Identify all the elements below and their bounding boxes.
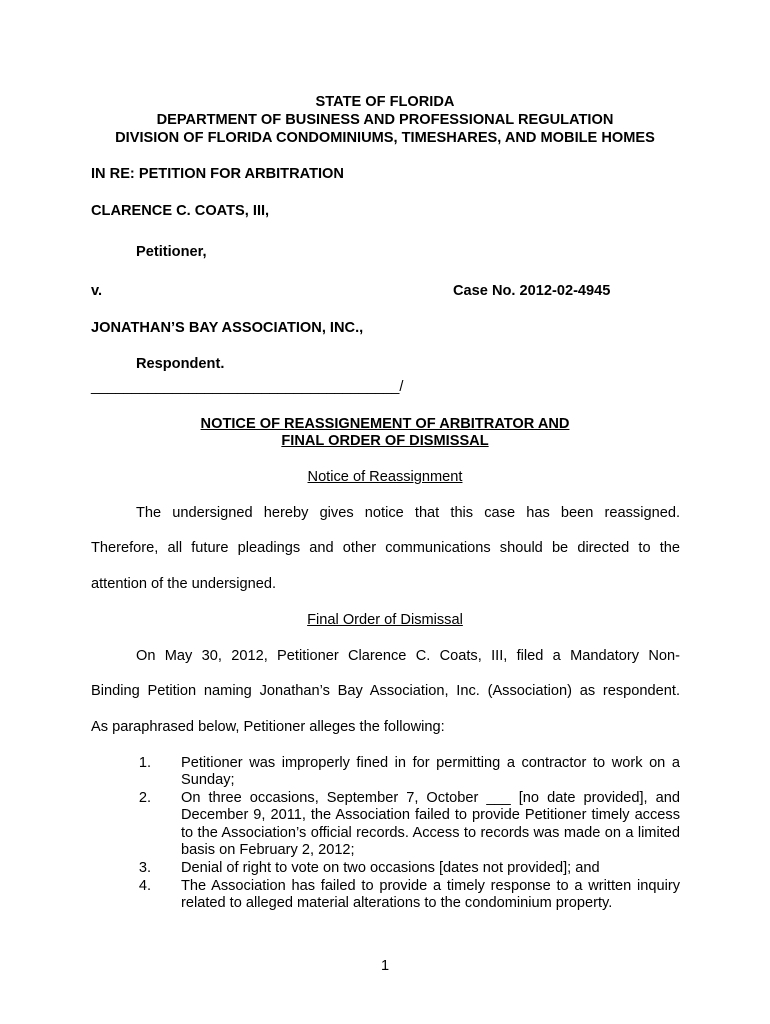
order-paragraph-line: Binding Petition naming Jonathan’s Bay Association, Inc. (Association) as respondent. xyxy=(91,683,680,699)
petitioner-role: Petitioner, xyxy=(136,244,207,260)
versus: v. xyxy=(91,283,103,299)
order-paragraph-line: As paraphrased below, Petitioner alleges the following: xyxy=(91,719,445,735)
list-item-number: 2. xyxy=(138,790,151,806)
page-number: 1 xyxy=(380,958,390,974)
agency-department: DEPARTMENT OF BUSINESS AND PROFESSIONAL REGULATION xyxy=(156,112,614,128)
petitioner-name: CLARENCE C. COATS, III, xyxy=(91,203,270,219)
order-heading: Final Order of Dismissal xyxy=(307,612,463,628)
notice-heading: Notice of Reassignment xyxy=(307,469,463,485)
list-item-number: 4. xyxy=(138,878,151,894)
order-paragraph-line: On May 30, 2012, Petitioner Clarence C. Coats, III, filed a Mandatory Non- xyxy=(136,648,680,664)
in-re-line: IN RE: PETITION FOR ARBITRATION xyxy=(91,166,344,182)
notice-paragraph-line: Therefore, all future pleadings and other communications should be directed to the xyxy=(91,540,680,556)
caption-signature-line: ______________________________________/ xyxy=(91,379,404,395)
agency-state: STATE OF FLORIDA xyxy=(315,94,455,110)
case-number: Case No. 2012-02-4945 xyxy=(453,283,611,299)
notice-paragraph-line: attention of the undersigned. xyxy=(91,576,276,592)
list-item-number: 1. xyxy=(138,755,151,771)
list-item-number: 3. xyxy=(138,860,151,876)
list-item-text: Petitioner was improperly fined in for permitting a contractor to work on a Sunday; xyxy=(181,755,680,789)
notice-paragraph-line: The undersigned hereby gives notice that this case has been reassigned. xyxy=(136,505,680,521)
list-item-text: On three occasions, September 7, October ___ [no date provided], and December 9, 2011, the Association failed to provide Petitioner timely access to the Association’s official records. Access to records was made on a limited basis on February 2, 2012; xyxy=(181,790,680,859)
agency-division: DIVISION OF FLORIDA CONDOMINIUMS, TIMESHARES, AND MOBILE HOMES xyxy=(115,130,655,146)
respondent-name: JONATHAN’S BAY ASSOCIATION, INC., xyxy=(91,320,364,336)
list-item-text: The Association has failed to provide a timely response to a written inquiry related to alleged material alterations to the condominium property. xyxy=(181,878,680,912)
list-item-text: Denial of right to vote on two occasions [dates not provided]; and xyxy=(181,860,600,876)
respondent-role: Respondent. xyxy=(136,356,225,372)
document-title-line1: NOTICE OF REASSIGNEMENT OF ARBITRATOR AND xyxy=(200,416,570,432)
document-title-line2: FINAL ORDER OF DISMISSAL xyxy=(281,433,489,449)
